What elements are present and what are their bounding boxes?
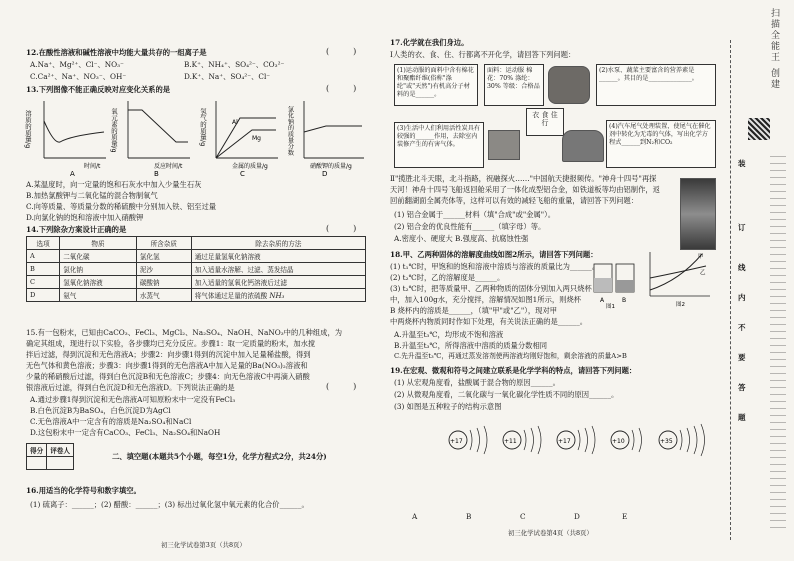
q18-line-4: (3) t₂℃时，把等质量甲、乙两种物质的固体分别加入两只烧杯 [390,284,592,293]
table-cell: 加入适量水溶解、过滤、蒸发结晶 [191,263,365,276]
q17-box-1: (1)运动服的面料中含有棉花和聚酯纤维(俗称"涤纶"或"天然")有机高分子材料的是______。 [394,64,478,106]
atom-a-nucleus: +17 [450,438,463,445]
q15-line-4: 无色气体和黄色溶液；步骤3：向步骤1得到的无色溶液A中加入足量的Ba(NO₃)₂溶液和 [26,361,308,370]
q17-stem: 17.化学就在我们身边。 [390,38,469,47]
atom-e [659,424,705,456]
atom-label-a: A [412,512,418,521]
q19-line-1: 19.在宏观、微观和符号之间建立联系是化学学科的特点，请回答下列问题： [390,366,637,375]
graph-b-xlabel: 反应时间/t [154,163,183,170]
q17-sub2-line-4: (1) 铝合金属于______材料（填"合成"或"金属"）。 [394,210,556,219]
q13-answer-bracket[interactable]: ( ) [326,84,357,93]
side-char: 答 [738,383,746,392]
q13-stem: 13.下列图像不能正确反映对应变化关系的是 [26,85,171,94]
q12-answer-bracket[interactable]: ( ) [326,47,357,56]
q14-answer-bracket[interactable]: ( ) [326,224,357,233]
q15-line-1: 15.有一包粉末，已知由CaCO₃、FeCl₃、MgCl₂、Na₂SO₄、NaOH、NaNO₃中的几种组成，为 [26,328,343,337]
right-page [390,38,720,558]
q18-figures [592,250,712,308]
q14-table [26,236,366,302]
table-row [27,263,366,276]
table-header-row [27,237,366,250]
q18-line-7: 中两烧杯内物质同时作如下处理，有关说法正确的是______。 [390,317,588,326]
q17-sub2-line-3: 回前翻湖面全属壳体等，这样可以有效的减轻飞船的重量，请回答下列问题： [390,196,639,205]
q14-stem: 14.下列除杂方案设计正确的是 [26,225,127,234]
q15-line-5: 少量的稀硝酸后过滤，得到白色沉淀B和无色溶液C；步骤4：向无色溶液C中再滴入硝酸 [26,372,310,381]
atom-label-c: C [520,512,526,521]
graph-b-letter: B [154,170,159,178]
q17-box-4: (4)汽车尾气处理装置，使尾气在催化剂中转化为无毒的气体，写出化学方程式______到N₂和CO₂ [606,120,716,168]
q13-option-d: D.向氯化钠的饱和溶液中加入硝酸钾 [26,213,144,222]
atom-label-b: B [466,512,472,521]
table-cell: 氯化氢 [136,250,191,263]
graph-a-letter: A [70,170,75,178]
q12-option-c: C.Ca²⁺、Na⁺、NO₃⁻、OH⁻ [30,72,127,81]
q18-option-a: A.升温至t₃℃，均形成不饱和溶液 [394,330,504,339]
left-page-footer: 初三化学试卷第3页（共8页） [161,541,246,549]
fig2-solubility-chart [650,252,710,308]
binding-margin [730,0,794,561]
table-header: 选项 [27,237,60,250]
atom-b [503,426,541,454]
graph-b [110,101,190,178]
side-char: 要 [738,353,746,362]
q15-option-b: B.白色沉淀B为BaSO₄，白色沉淀D为AgCl [30,406,171,415]
table-cell: C [27,276,60,289]
q13-option-b: B.加热氯酸钾与二氧化锰的混合物制氧气 [26,191,158,200]
beaker-b-label: B [622,297,627,304]
curve-jia-label: 甲 [698,254,704,260]
q17-box-3: (3)生活中人们利用活性炭具有较强的______作用，去除室内装修产生的有害气体。 [394,122,484,168]
fig1-label: 图1 [606,304,615,310]
table-header: 所含杂质 [136,237,191,250]
q15-option-c: C.无色溶液A中一定含有的溶质是Na₂SO₄和NaCl [30,417,192,426]
q17-sub2-line-6: A.密度小、硬度大 B.强度高、抗腐蚀性强 [394,234,529,243]
q17-sub2-line-2: 天河！神舟十四号飞船返回舱采用了一体化成型铝合金，如铁道板等均由铝制作，返 [390,185,660,194]
vegetable-image [548,66,590,104]
q16-stem: 16.用适当的化学符号和数字填空。 [26,486,141,495]
table-row [27,276,366,289]
table-cell [191,289,365,302]
q15-line-2: 确定其组成，现进行以下实验，各步骤均已充分反应。步骤1：取一定质量的粉末，加水搅 [26,339,316,348]
q18-option-b: B.升温至t₃℃，所得溶液中溶质的质量分数相同 [394,341,548,350]
q15-line-6: 银溶液后过滤，得到白色沉淀D和无色溶液D。下列说法正确的是 [26,383,235,392]
table-cell: 碳酸钠 [136,276,191,289]
atom-e-nucleus: +35 [660,438,673,445]
q15-line-3: 拌后过滤，得到沉淀和无色溶液A；步骤2：向步骤1得到的沉淀中加入足量稀盐酸，得到 [26,350,311,359]
fig2-label: 图2 [676,302,685,308]
grader-field[interactable] [47,457,74,470]
graph-d-ylabel: 氯化钠的质量分数 [286,106,294,156]
q15-option-a: A.通过步骤1得到沉淀和无色溶液A可知原粉末中一定没有FeCl₃ [30,395,236,404]
q13-option-c: C.向等质量、等质量分数的稀硫酸中分别加入铁、铝至过量 [26,202,217,211]
q12-option-d: D.K⁺、Na⁺、SO₄²⁻、Cl⁻ [184,72,271,81]
graph-d-xlabel: 硝酸钾的质量/g [310,163,352,170]
q12-stem: 12.在酸性溶液和碱性溶液中均能大量共存的一组离子是 [26,48,207,57]
q19-line-3: (2) 从微观角度看，二氧化碳与一氧化碳化学性质不同的原因______。 [394,390,619,399]
graph-d [287,101,365,178]
q19-line-4: (3) 如图是五种粒子的结构示意图 [394,402,502,411]
car-image [562,130,604,162]
table-row [27,289,366,302]
carbon-image [488,130,520,160]
q15-answer-bracket[interactable]: ( ) [326,382,357,391]
table-cell: 水蒸气 [136,289,191,302]
q13-graphs [26,96,366,176]
table-cell: 氯化钠 [60,263,137,276]
q17-center-label: 衣 食 住 行 [526,108,564,136]
graph-a [24,101,106,178]
table-cell-text: 将气体通过足量的浓硫酸 [194,292,268,300]
q18-option-c: C.先升温至t₃℃，再通过蒸发溶剂使两溶液均刚好饱和，剩余溶液的质量A>B [394,352,627,360]
atom-c [557,426,595,454]
side-char: 订 [738,223,746,232]
atom-a [449,426,487,454]
curve-yi-label: 乙 [700,270,706,276]
table-header: 物质 [60,237,137,250]
grader-label: 评卷人 [47,444,74,457]
right-page-footer: 初三化学试卷第4页（共8页） [508,529,593,537]
graph-a-xlabel: 时间/t [84,163,101,170]
atom-b-nucleus: +11 [504,438,517,445]
side-char: 题 [738,413,746,422]
graph-c-curve2: Mg [252,135,261,142]
table-cell: D [27,289,60,302]
left-page [26,38,381,558]
side-char: 内 [738,293,746,302]
q17-sub2-line-5: (2) 铝合金的优良性能有______（填字母）等。 [394,222,546,231]
table-cell: B [27,263,60,276]
q12-option-a: A.Na⁺、Mg²⁺、Cl⁻、NO₃⁻ [30,60,124,69]
atom-label-d: D [574,512,580,521]
handwritten-note: NH₃ [269,292,285,300]
q13-option-a: A.某温度时，向一定量的饱和石灰水中加入少量生石灰 [26,180,202,189]
table-header: 除去杂质的方法 [191,237,365,250]
graph-b-ylabel: 氧元素的质量/g [110,108,118,153]
table-cell: 氨气 [60,289,137,302]
score-box [26,443,74,470]
graph-a-ylabel: 溶质的质量/g [24,110,32,149]
q16-parts: (1) 硫离子：______；(2) 醋酸：______；(3) 标出过氧化氢中氧元素的化合价______。 [30,500,309,509]
q19-line-2: (1) 从宏观角度看，盐酸属于混合物的原因______。 [394,378,560,387]
table-cell: 通过足量氢氧化钠溶液 [191,250,365,263]
table-cell: 加入适量的氢氧化钙溶液后过滤 [191,276,365,289]
table-cell: 泥沙 [136,263,191,276]
q15-option-d: D.这包粉末中一定含有CaCO₃、FeCl₃、Na₂SO₄和NaOH [30,428,221,437]
cut-line [730,40,732,540]
table-cell: 二氧化碳 [60,250,137,263]
table-cell: A [27,250,60,263]
section-2-title: 二、填空题(本题共5个小题，每空1分，化学方程式2分，共24分) [112,452,327,461]
rocket-image [680,178,716,250]
side-char: 不 [738,323,746,332]
graph-c [199,101,278,178]
scanner-watermark: 扫描全能王 创建 [769,8,779,90]
q12-option-b: B.K⁺、NH₄⁺、SO₄²⁻、CO₃²⁻ [184,60,285,69]
atom-c-nucleus: +17 [558,438,571,445]
graph-d-letter: D [322,170,328,178]
beaker-a-label: A [600,297,605,304]
fig1-beakers [594,264,634,310]
atom-label-e: E [622,512,628,521]
q17-box-2: (2)水泵、蔬菜主要富含的营养素是______。其目的是______________。 [596,64,716,106]
q19-atom-diagrams [444,418,714,488]
q18-line-5: 中，加入100g水，充分搅拌，溶解情况如图1所示，则烧杯 [390,295,582,304]
graph-c-letter: C [240,170,245,178]
graph-c-xlabel: 金属的质量/g [232,163,268,170]
atom-d-nucleus: +10 [612,438,625,445]
side-char: 线 [738,263,746,272]
q17-label-box: 面料：运动服 棉花：70% 涤纶：30% 等级：合格品 [484,64,544,106]
graph-c-ylabel: 氢气的质量/g [199,108,207,147]
margin-dots [770,150,786,530]
score-label: 得分 [27,444,47,457]
qr-code-icon [748,118,770,140]
q18-line-6: B 烧杯内的溶质是______，（填"甲"或"乙"），现对甲 [390,306,558,315]
table-cell: 氢氧化钠溶液 [60,276,137,289]
q17-sub1: Ⅰ人类的衣、食、住、行都离不开化学，请回答下列问题： [390,50,576,59]
q18-line-2: (1) t₁℃时，甲饱和的饱和溶液中溶质与溶液的质量比为______。 [390,262,600,271]
score-field[interactable] [27,457,47,470]
table-row [27,250,366,263]
q18-line-3: (2) t₂℃时，乙的溶解度是______。 [390,273,505,282]
graph-c-curve1: Al [232,119,238,126]
atom-d [611,428,642,452]
q18-line-1: 18.甲、乙两种固体的溶解度曲线如图2所示，请回答下列问题： [390,250,598,259]
q17-sub2-line-1: Ⅱ"揽胜北斗天眼，北斗指路，祝融探火……"中国航天捷报频传。"神舟十四号"再探 [390,174,657,183]
side-char: 装 [738,159,746,168]
